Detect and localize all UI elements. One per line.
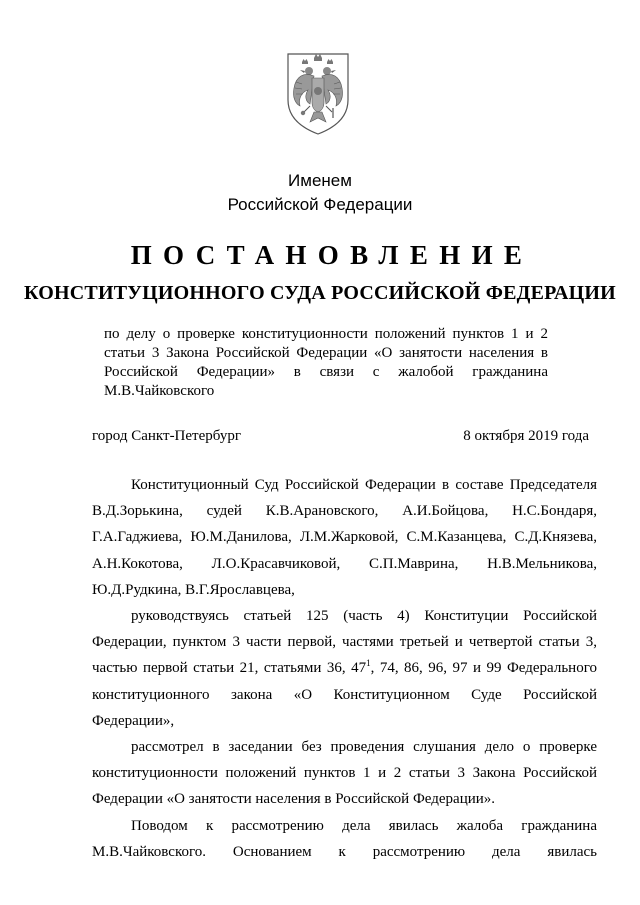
text-line: рассмотрел в заседании без проведения слушания дело о проверке <box>131 739 597 755</box>
place-label: город Санкт-Петербург <box>92 428 241 444</box>
paragraph-considered <box>92 734 597 813</box>
paragraph-legal-basis <box>92 603 597 734</box>
subject-line: по делу о проверке конституционности положений пунктов 1 и 2 <box>104 326 548 342</box>
text-line: Поводом к рассмотрению дела явилась жалоба гражданина <box>131 818 597 834</box>
text-line: А.Н.Кокотова, Л.О.Красавчиковой, С.П.Маврина, Н.В.Мельникова, <box>92 555 597 572</box>
subject-line: М.В.Чайковского <box>104 383 215 399</box>
paragraph-composition <box>92 472 597 603</box>
text-line: Федерации», <box>92 712 175 729</box>
text-line: М.В.Чайковского. Основанием к рассмотрению дела явилась <box>92 844 597 861</box>
russian-federation-label: Российской Федерации <box>227 195 413 214</box>
text-line: Федерации «О занятости населения в Российской Федерации». <box>92 791 496 808</box>
text-line: Ю.Д.Рудкина, В.Г.Ярославцева, <box>92 581 295 598</box>
court-name: КОНСТИТУЦИОННОГО СУДА РОССИЙСКОЙ ФЕДЕРАЦИИ <box>24 282 616 304</box>
text-line: В.Д.Зорькина, судей К.В.Арановского, А.И.Бойцова, Н.С.Бондаря, <box>92 503 597 520</box>
text-line: Г.А.Гаджиева, Ю.М.Данилова, Л.М.Жарковой, С.М.Казанцева, С.Д.Князева, <box>92 529 597 546</box>
text-line: Федерации, пунктом 3 части первой, частями третьей и четвертой статьи 3, <box>92 634 597 651</box>
subject-line: статьи 3 Закона Российской Федерации «О занятости населения в <box>104 345 548 361</box>
text-line: Конституционный Суд Российской Федерации в составе Председателя <box>131 477 597 493</box>
date-label: 8 октября 2019 года <box>463 428 589 444</box>
text-segment: , 74, 86, 96, 97 и 99 Федерального <box>370 660 597 677</box>
subject-line: Российской Федерации» в связи с жалобой гражданина <box>104 364 548 380</box>
text-line: руководствуясь статьей 125 (часть 4) Конституции Российской <box>131 608 597 624</box>
text-line <box>92 655 597 681</box>
text-line: конституционности положений пунктов 1 и 2 статьи 3 Закона Российской <box>92 765 597 782</box>
case-subject <box>104 325 548 401</box>
superscript: 1 <box>366 658 371 669</box>
paragraph-occasion <box>92 813 597 865</box>
text-line: конституционного закона «О Конституционном Суде Российской <box>92 686 597 703</box>
in-the-name-of-label: Именем <box>288 171 352 190</box>
russian-coat-of-arms-icon <box>274 48 362 136</box>
text-segment: частью первой статьи 21, статьями 36, 47 <box>92 660 367 677</box>
document-title: ПОСТАНОВЛЕНИЕ <box>130 240 534 270</box>
